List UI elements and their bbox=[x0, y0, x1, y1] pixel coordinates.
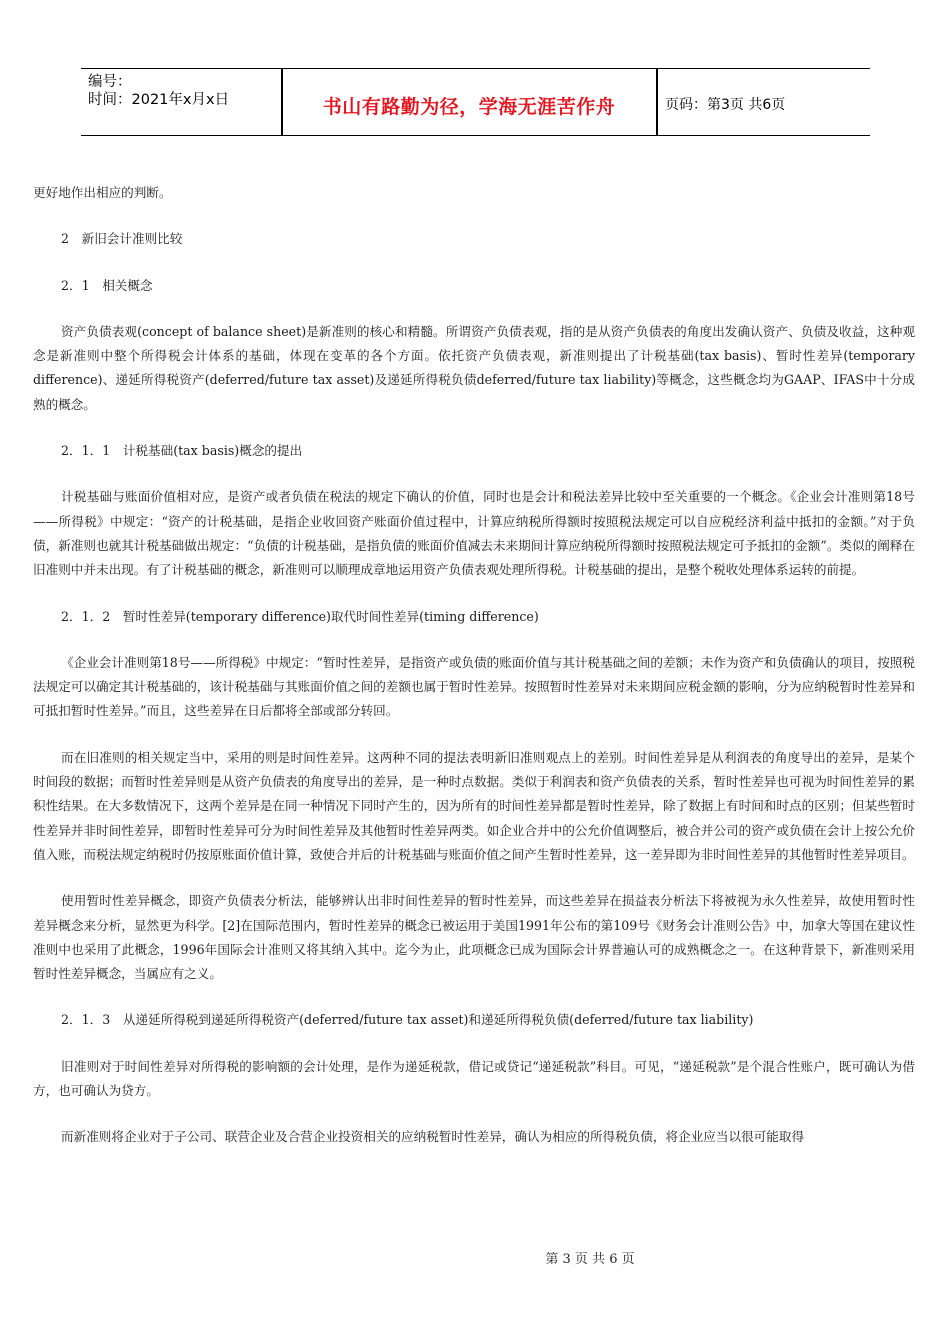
paragraph: 计税基础与账面价值相对应，是资产或者负债在税法的规定下确认的价值，同时也是会计和税法差异比较中至关重要的一个概念。《企业会计准则第18号——所得税》中规定：“资产的计税基础，是指企业收回资产账面价值过程中，计算应纳税所得额时按照税法规定可以自应税经济利益中抵扣的金额。”对于负债，新准则也就其计税基础做出规定：“负债的计税基础，是指负债的账面价值减去未来期间计算应纳税所得额时按照税法规定可予抵扣的金额”。类似的阐释在旧准则中并未出现。有了计税基础的概念，新准则可以顺理成章地运用资产负债表观处理所得税。计税基础的提出，是整个税收处理体系运转的前提。 bbox=[33, 489, 915, 578]
paragraph: 使用暂时性差异概念，即资产负债表分析法，能够辨认出非时间性差异的暂时性差异，而这些差异在损益表分析法下将被视为永久性差异，故使用暂时性差异概念来分析，显然更为科学。[2]在国际范围内，暂时性差异的概念已被运用于美国1991年公布的第109号《财务会计准则公告》中，加拿大等国在建议性准则中也采用了此概念，1996年国际会计准则又将其纳入其中。迄今为止，此项概念已成为国际会计界普遍认可的成熟概念之一。在这种背景下，新准则采用暂时性差异概念，当属应有之义。 bbox=[33, 893, 915, 982]
header-divider bbox=[656, 69, 658, 135]
header-time-label: 时间：2021年x月x日 bbox=[88, 92, 230, 108]
header-meta bbox=[88, 73, 229, 109]
document-header bbox=[81, 68, 870, 136]
header-motto: 书山有路勤为径，学海无涯苦作舟 bbox=[322, 96, 616, 118]
paragraph: 《企业会计准则第18号——所得税》中规定：“暂时性差异，是指资产或负债的账面价值与其计税基础之间的差额；未作为资产和负债确认的项目，按照税法规定可以确定其计税基础的，该计税基础与其账面价值之间的差额也属于暂时性差异。按照暂时性差异对未来期间应税金额的影响，分为应纳税暂时性差异和可抵扣暂时性差异。”而且，这些差异在日后都将全部或部分转回。 bbox=[33, 654, 915, 719]
section-heading: 2．1．3 从递延所得税到递延所得税资产(deferred/future tax asset)和递延所得税负债(deferred/future tax liability) bbox=[61, 1012, 754, 1028]
section-heading: 2．1．1 计税基础(tax basis)概念的提出 bbox=[61, 443, 303, 459]
header-number-label: 编号： bbox=[88, 74, 132, 90]
paragraph: 而在旧准则的相关规定当中，采用的则是时间性差异。这两种不同的提法表明新旧准则观点上的差别。时间性差异是从利润表的角度导出的差异，是某个时间段的数据；而暂时性差异则是从资产负债表的角度导出的差异，是一种时点数据。类似于利润表和资产负债表的关系，暂时性差异也可视为时间性差异的累积性结果。在大多数情况下，这两个差异是在同一种情况下同时产生的，因为所有的时间性差异都是暂时性差异，除了数据上有时间和时点的区别；但某些暂时性差异并非时间性差异，即暂时性差异可分为时间性差异及其他暂时性差异两类。如企业合并中的公允价值调整后，被合并公司的资产或负债在会计上按公允价值入账，而税法规定纳税时仍按原账面价值计算，致使合并后的计税基础与账面价值之间产生暂时性差异，这一差异即为非时间性差异的其他暂时性差异项目。 bbox=[33, 749, 915, 862]
section-heading: 2 新旧会计准则比较 bbox=[61, 231, 183, 247]
paragraph: 而新准则将企业对于子公司、联营企业及合营企业投资相关的应纳税暂时性差异，确认为相应的所得税负债，将企业应当以很可能取得 bbox=[61, 1129, 805, 1145]
footer-page-number: 第 3 页 共 6 页 bbox=[545, 1252, 635, 1267]
section-heading: 2．1 相关概念 bbox=[61, 277, 153, 293]
page-footer bbox=[0, 1248, 950, 1267]
header-page-info: 页码：第3页 共6页 bbox=[665, 97, 786, 113]
paragraph: 资产负债表观(concept of balance sheet)是新准则的核心和精髓。所谓资产负债表观，指的是从资产负债表的角度出发确认资产、负债及收益，这种观念是新准则中整个所得税会计体系的基础，体现在变革的各个方面。依托资产负债表观，新准则提出了计税基础(tax basis)、暂时性差异(temporary difference)、递延所得税资产(deferred/future tax asset)及递延所得税负债deferred/future tax liability)等概念，这些概念均为GAAP、IFAS中十分成熟的概念。 bbox=[33, 323, 915, 412]
paragraph: 旧准则对于时间性差异对所得税的影响额的会计处理，是作为递延税款，借记或贷记“递延税款”科目。可见，“递延税款”是个混合性账户，既可确认为借方，也可确认为贷方。 bbox=[33, 1058, 915, 1099]
document-body bbox=[33, 181, 915, 1150]
section-heading: 2．1．2 暂时性差异(temporary difference)取代时间性差异(timing difference) bbox=[61, 608, 539, 624]
paragraph: 更好地作出相应的判断。 bbox=[33, 185, 172, 200]
